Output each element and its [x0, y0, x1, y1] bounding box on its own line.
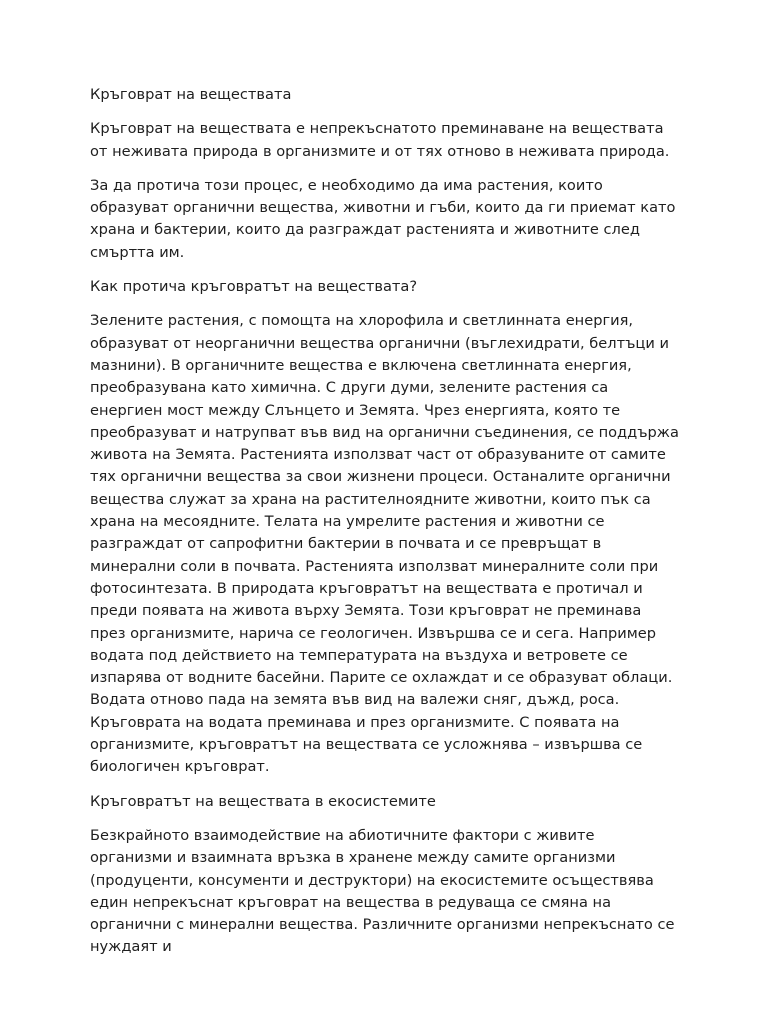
heading-material-cycle: Кръговрат на веществата	[90, 86, 292, 103]
heading-how-it-works: Как протича кръговратът на веществата?	[90, 278, 418, 296]
paragraph-requirements: За да протича този процес, е необходимо да има растения, които образуват органични вещества, животни и гъби, които да ги приемат като храна и бактерии, които да разграждат растенията и животните след смъртта им.	[90, 176, 676, 261]
heading-ecosystems: Кръговратът на веществата в екосистемите	[90, 792, 436, 810]
document-page	[90, 84, 680, 971]
paragraph-definition: Кръговрат на веществата е непрекъснатото преминаване на веществата от неживата природа в организмите и от тях отново в неживата природа.	[90, 120, 670, 160]
paragraph-process: Зелените растения, с помощта на хлорофила и светлинната енергия, образуват от неорганични вещества органични (въглехидрати, белтъци и мазнини). В органичните вещества е включена светлинната енергия, преобразувана като химична. С други думи, зелените растения са енергиен мост между Слънцето и Земята. Чрез енергията, която те преобразуват и натрупват във вид на органични съединения, се поддържа живота на Земята. Растенията използват част от образуваните от самите тях органични вещества за свои жизнени процеси. Останалите органични вещества служат за храна на растителноядните животни, които пък са храна на месоядните. Телата на умрелите растения и животни се разграждат от сапрофитни бактерии в почвата и се превръщат в минерални соли в почвата. Растенията използват минералните соли при фотосинтезата. В природата кръговратът на веществата е протичал и преди появата на живота върху Земята. Този кръговрат не преминава през организмите, нарича се геологичен. Извършва се и сега. Например водата под действието на температурата на въздуха и ветровете се изпарява от водните басейни. Парите се охлаждат и се образуват облаци. Водата отново пада на земята във вид на валежи сняг, дъжд, роса. Кръговрата на водата преминава и през организмите. С появата на организмите, кръговратът на веществата се усложнява – извършва се биологичен кръговрат.	[90, 312, 679, 776]
paragraph-ecosystems: Безкрайното взаимодействие на абиотичните фактори с живите организми и взаимната връзка в хранене между самите организми (продуценти, консументи и деструктори) на екосистемите осъществява един непрекъснат кръговрат на вещества в редуваща се смяна на органични с минерални вещества. Различните организми непрекъснато се нуждаят и	[90, 826, 675, 956]
